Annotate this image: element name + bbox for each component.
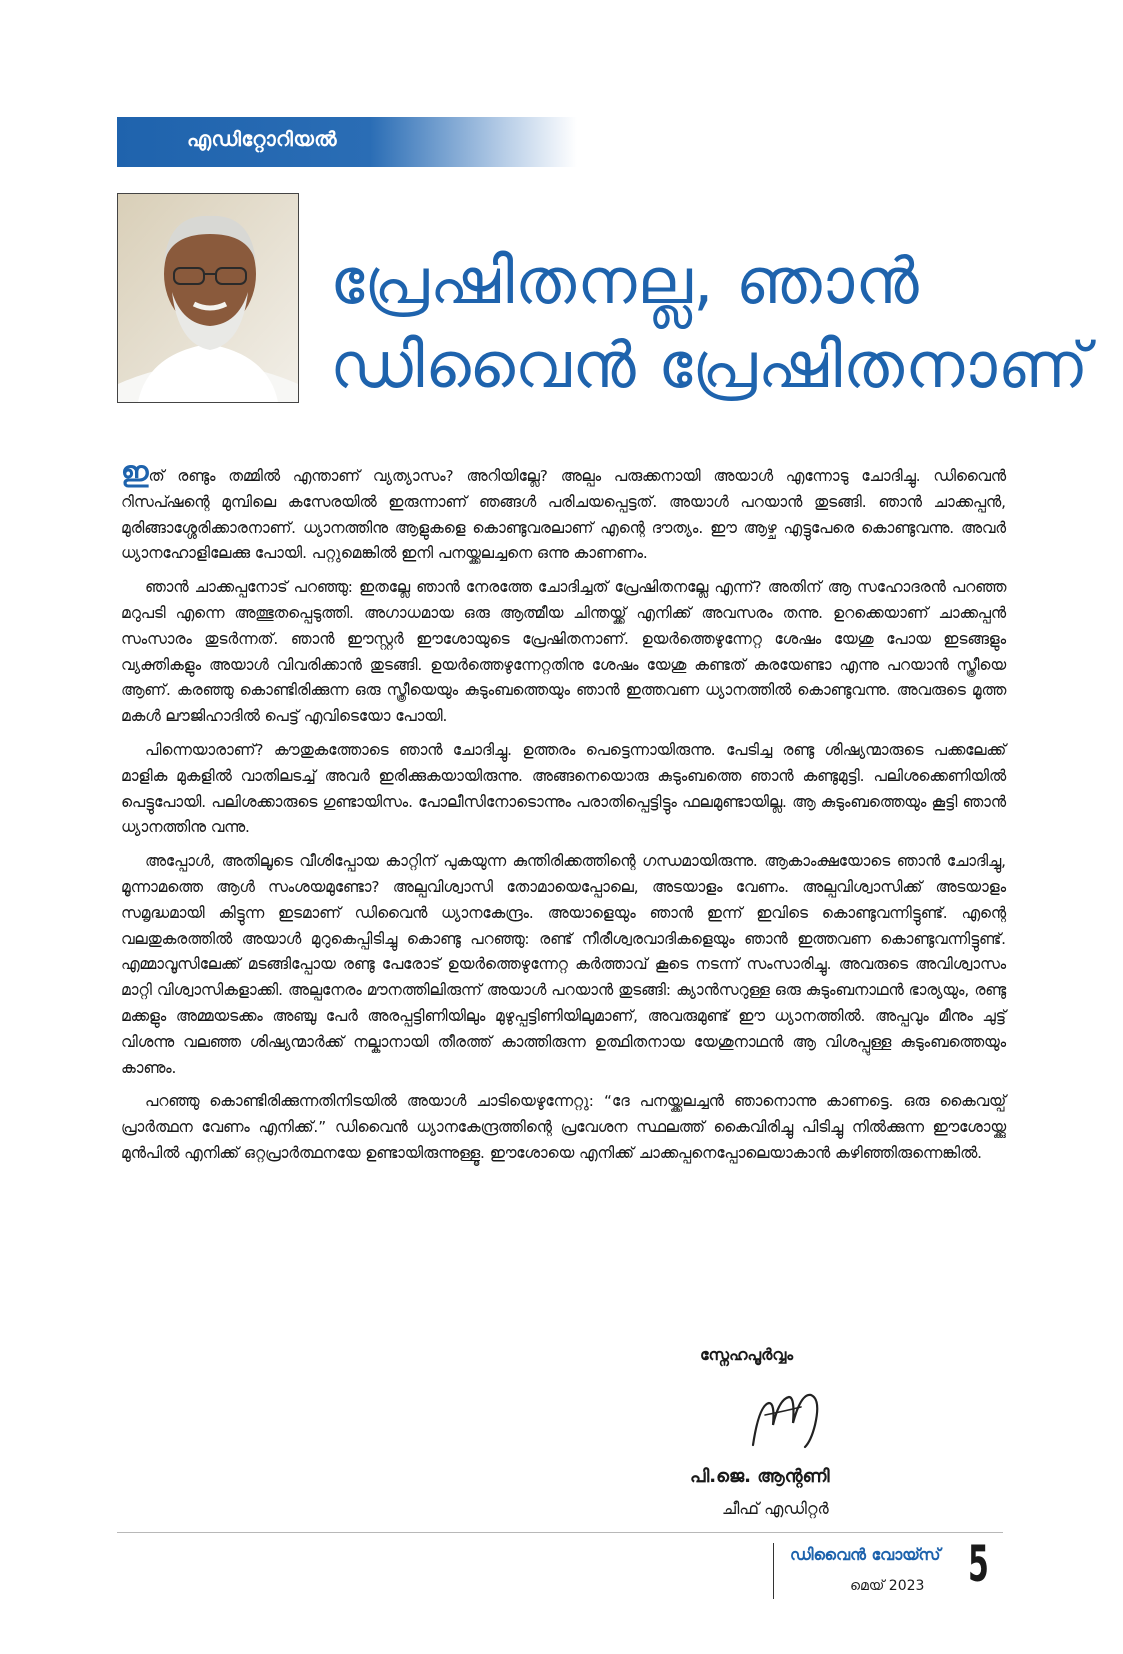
footer-magazine-name: ഡിവൈൻ വോയ്സ് (790, 1545, 941, 1564)
footer-issue-date: മെയ് 2023 (850, 1578, 925, 1594)
article-body (121, 455, 1006, 1175)
footer-rule (117, 1532, 1003, 1533)
article-paragraph-5: പറഞ്ഞു കൊണ്ടിരിക്കുന്നതിനിടയിൽ അയാൾ ചാടിയെഴുന്നേറ്റു: “ദേ പനയ്ക്കലച്ചൻ ഞാനൊന്നു കാണട്ടെ. ഒരു കൈവയ്പ് പ്രാർത്ഥന വേണം എനിക്ക്.” ഡിവൈൻ ധ്യാനകേന്ദ്രത്തിന്റെ പ്രവേശന സ്ഥലത്ത് കൈവിരിച്ചു പിടിച്ചു നിൽക്കുന്ന ഈശോയ്ക്കു മുൻപിൽ എനിക്ക് ഒറ്റപ്രാർത്ഥനയേ ഉണ്ടായിരുന്നുള്ളൂ. ഈശോയെ എനിക്ക് ചാക്കപ്പനെപ്പോലെയാകാൻ കഴിഞ്ഞിരുന്നെങ്കിൽ. (121, 1092, 1006, 1162)
article-paragraph-4: അപ്പോൾ, അതിലൂടെ വീശിപ്പോയ കാറ്റിന് പുകയുന്ന കുന്തിരിക്കത്തിന്റെ ഗന്ധമായിരുന്നു. ആകാംക്ഷയോടെ ഞാൻ ചോദിച്ചു, മൂന്നാമത്തെ ആൾ സംശയമുണ്ടോ? അല്പവിശ്വാസി തോമായെപ്പോലെ, അടയാളം വേണം. അല്പവിശ്വാസിക്ക് അടയാളം സമൃദ്ധമായി കിട്ടുന്ന ഇടമാണ് ഡിവൈൻ ധ്യാനകേന്ദ്രം. അയാളെയും ഞാൻ ഇന്ന് ഇവിടെ കൊണ്ടുവന്നിട്ടുണ്ട്. എന്റെ വലതുകരത്തിൽ അയാൾ മുറുകെപ്പിടിച്ചു കൊണ്ടു പറഞ്ഞു: രണ്ട് നീരീശ്വരവാദികളെയും ഞാൻ ഇത്തവണ കൊണ്ടുവന്നിട്ടുണ്ട്. എമ്മാവൂസിലേക്ക് മടങ്ങിപ്പോയ രണ്ടു പേരോട് ഉയർത്തെഴുന്നേറ്റ കർത്താവ് കൂടെ നടന്ന് സംസാരിച്ചു. അവരുടെ അവിശ്വാസം മാറ്റി വിശ്വാസികളാക്കി. അല്പനേരം മൗനത്തിലിരുന്ന് അയാൾ പറയാൻ തുടങ്ങി: ക്യാൻസറുള്ള ഒരു കുടുംബനാഥൻ ഭാര്യയും, രണ്ടു മക്കളും അമ്മയടക്കം അഞ്ചു പേർ അരപ്പട്ടിണിയിലും മുഴുപ്പട്ടിണിയിലുമാണ്, അവരുമുണ്ട് ഈ ധ്യാനത്തിൽ. അപ്പവും മീനും ചുട്ട് വിശന്നു വലഞ്ഞ ശിഷ്യന്മാർക്ക് നല്കാനായി തീരത്ത് കാത്തിരുന്ന ഉത്ഥിതനായ യേശുനാഥൻ ആ വിശപ്പുള്ള കുടുംബത്തെയും കാണും. (121, 852, 1006, 1077)
section-label: എഡിറ്റോറിയൽ (187, 127, 338, 151)
footer-divider (773, 1543, 774, 1599)
article-paragraph-3: പിന്നെയാരാണ്? കൗതുകത്തോടെ ഞാൻ ചോദിച്ചു. ഉത്തരം പെട്ടെന്നായിരുന്നു. പേടിച്ച രണ്ടു ശിഷ്യന്മാരുടെ പക്കലേക്ക് മാളിക മുകളിൽ വാതിലടച്ച് അവർ ഇരിക്കുകയായിരുന്നു. അങ്ങനെയൊരു കുടുംബത്തെ ഞാൻ കണ്ടുമുട്ടി. പലിശക്കെണിയിൽ പെട്ടുപോയി. പലിശക്കാരുടെ ഗുണ്ടായിസം. പോലീസിനോടൊന്നും പരാതിപ്പെട്ടിട്ടും ഫലമുണ്ടായില്ല. ആ കുടുംബത്തെയും കൂട്ടി ഞാൻ ധ്യാനത്തിനു വന്നു. (121, 740, 1006, 837)
author-portrait-image (118, 194, 298, 402)
drop-cap: ഇ (121, 455, 149, 488)
signoff-closing: സ്നേഹപൂർവ്വം (700, 1345, 794, 1364)
article-paragraph-2: ഞാൻ ചാക്കപ്പനോട് പറഞ്ഞു: ഇതല്ലേ ഞാൻ നേരത്തേ ചോദിച്ചത് പ്രേഷിതനല്ലേ എന്ന്? അതിന് ആ സഹോദരൻ പറഞ്ഞ മറുപടി എന്നെ അത്ഭുതപ്പെടുത്തി. അഗാധമായ ഒരു ആത്മീയ ചിന്തയ്ക്ക് എനിക്ക് അവസരം തന്നു. ഉറക്കെയാണ് ചാക്കപ്പൻ സംസാരം തുടർന്നത്. ഞാൻ ഈസ്റ്റർ ഈശോയുടെ പ്രേഷിതനാണ്. ഉയർത്തെഴുന്നേറ്റ ശേഷം യേശു പോയ ഇടങ്ങളും വ്യക്തികളും അയാൾ വിവരിക്കാൻ തുടങ്ങി. ഉയർത്തെഴുന്നേറ്റതിനു ശേഷം യേശു കണ്ടത് കരയേണ്ടാ എന്നു പറയാൻ സ്ത്രീയെ ആണ്. കരഞ്ഞു കൊണ്ടിരിക്കുന്ന ഒരു സ്ത്രീയെയും കുടുംബത്തെയും ഞാൻ ഇത്തവണ ധ്യാനത്തിൽ കൊണ്ടുവന്നു. അവരുടെ മൂത്ത മകൾ ലൗജിഹാദിൽ പെട്ട് എവിടെയോ പോയി. (121, 578, 1006, 726)
author-portrait (117, 193, 299, 403)
article-paragraph-1 (121, 455, 1006, 567)
section-header-band (117, 117, 577, 167)
page-number: 5 (968, 1535, 989, 1593)
headline-line-1: പ്രേഷിതനല്ല, ഞാൻ (330, 245, 920, 319)
paragraph-text: ത് രണ്ടും തമ്മിൽ എന്താണ് വ്യത്യാസം? അറിയില്ലേ? അല്പം പരുക്കനായി അയാൾ എന്നോടു ചോദിച്ചു. ഡിവൈൻ റിസപ്ഷന്റെ മുമ്പിലെ കസേരയിൽ ഇരുന്നാണ് ഞങ്ങൾ പരിചയപ്പെട്ടത്. അയാൾ പറയാൻ തുടങ്ങി. ഞാൻ ചാക്കപ്പൻ, മുരിങ്ങാശ്ശേരിക്കാരനാണ്. ധ്യാനത്തിനു ആളുകളെ കൊണ്ടുവരലാണ് എന്റെ ദൗത്യം. ഈ ആഴ്ച എട്ടുപേരെ കൊണ്ടുവന്നു. അവർ ധ്യാനഹോളിലേക്കു പോയി. പറ്റുമെങ്കിൽ ഇനി പനയ്ക്കലച്ചനെ ഒന്നു കാണണം. (121, 467, 1006, 563)
headline-line-2: ഡിവൈൻ പ്രേഷിതനാണ് (330, 329, 1090, 403)
author-name: പി.ജെ. ആന്റണി (690, 1466, 830, 1487)
author-role: ചീഫ് എഡിറ്റർ (722, 1499, 829, 1518)
article-headline (330, 240, 1090, 408)
handwritten-signature (745, 1385, 845, 1455)
